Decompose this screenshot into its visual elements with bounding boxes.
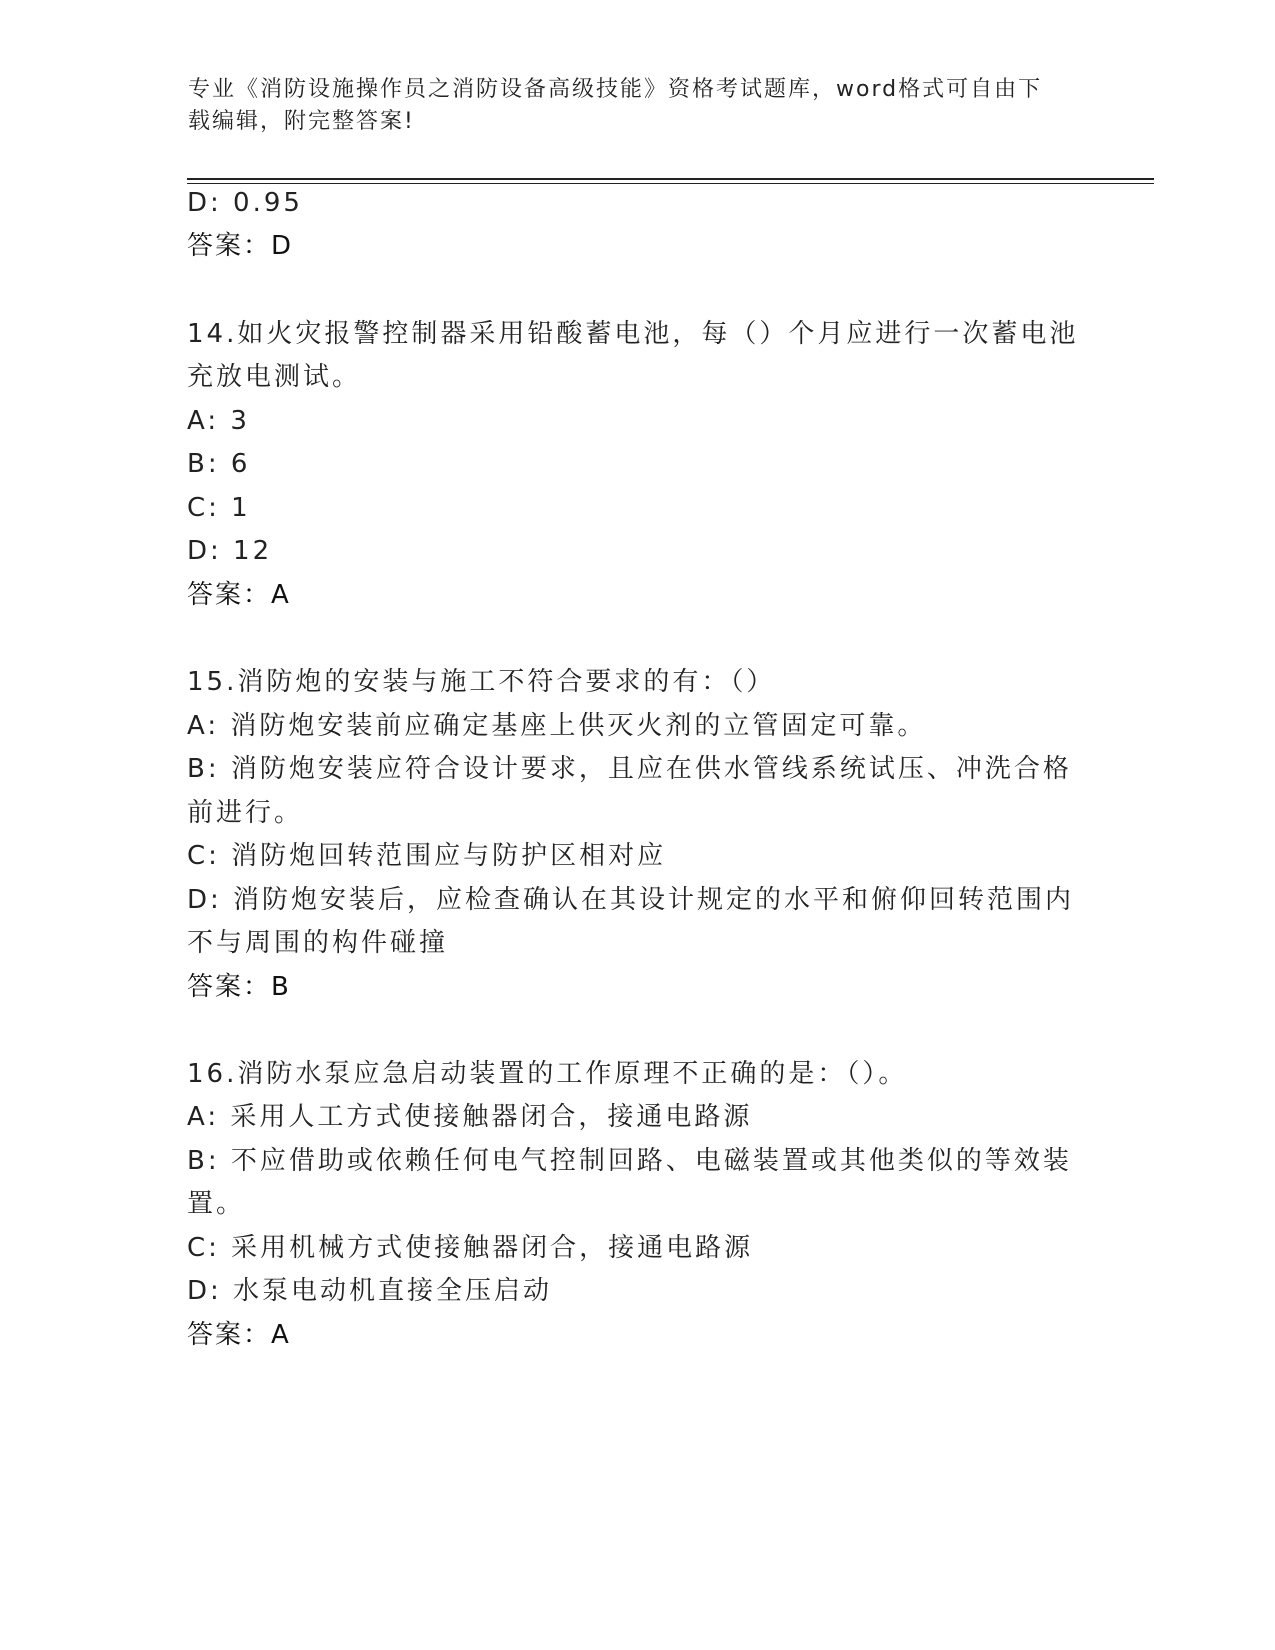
q16-option-c: C: 采用机械方式使接触器闭合，接通电路源: [187, 1233, 754, 1263]
q14-option-d: D: 12: [187, 536, 273, 566]
q16-option-d: D: 水泵电动机直接全压启动: [187, 1276, 553, 1306]
q15-option-b-line-2: 前进行。: [187, 798, 304, 828]
q15-option-c: C: 消防炮回转范围应与防护区相对应: [187, 841, 667, 871]
q14-stem-line-1: 14.如火灾报警控制器采用铅酸蓄电池，每（）个月应进行一次蓄电池: [187, 319, 1079, 349]
q16-option-b-line-1: B: 不应借助或依赖任何电气控制回路、电磁装置或其他类似的等效装: [187, 1146, 1072, 1176]
header-divider-thin: [187, 183, 1154, 184]
q16-answer: 答案：A: [187, 1320, 291, 1350]
q14-option-b: B: 6: [187, 449, 251, 479]
header-line-2: 载编辑，附完整答案!: [188, 109, 415, 134]
document-header: [188, 74, 1068, 138]
q14-option-c: C: 1: [187, 493, 251, 523]
q14-answer: 答案：A: [187, 580, 291, 610]
header-divider-thick: [187, 178, 1154, 180]
q15-option-d-line-2: 不与周围的构件碰撞: [187, 928, 449, 958]
q15-option-a: A: 消防炮安装前应确定基座上供灭火剂的立管固定可靠。: [187, 711, 927, 741]
q13-answer: 答案：D: [187, 231, 294, 261]
q16-option-b-line-2: 置。: [187, 1189, 246, 1219]
q13-option-d: D: 0.95: [187, 188, 303, 218]
q14-stem-line-2: 充放电测试。: [187, 362, 362, 392]
q14-option-a: A: 3: [187, 406, 250, 436]
q16-option-a: A: 采用人工方式使接触器闭合，接通电路源: [187, 1102, 753, 1132]
q15-option-b-line-1: B: 消防炮安装应符合设计要求，且应在供水管线系统试压、冲洗合格: [187, 754, 1072, 784]
q16-stem: 16.消防水泵应急启动装置的工作原理不正确的是：（）。: [187, 1059, 908, 1089]
header-line-1: 专业《消防设施操作员之消防设备高级技能》资格考试题库，word格式可自由下: [188, 77, 1043, 102]
q15-stem: 15.消防炮的安装与施工不符合要求的有：（）: [187, 667, 776, 697]
q15-answer: 答案：B: [187, 972, 291, 1002]
q15-option-d-line-1: D: 消防炮安装后，应检查确认在其设计规定的水平和俯仰回转范围内: [187, 885, 1075, 915]
